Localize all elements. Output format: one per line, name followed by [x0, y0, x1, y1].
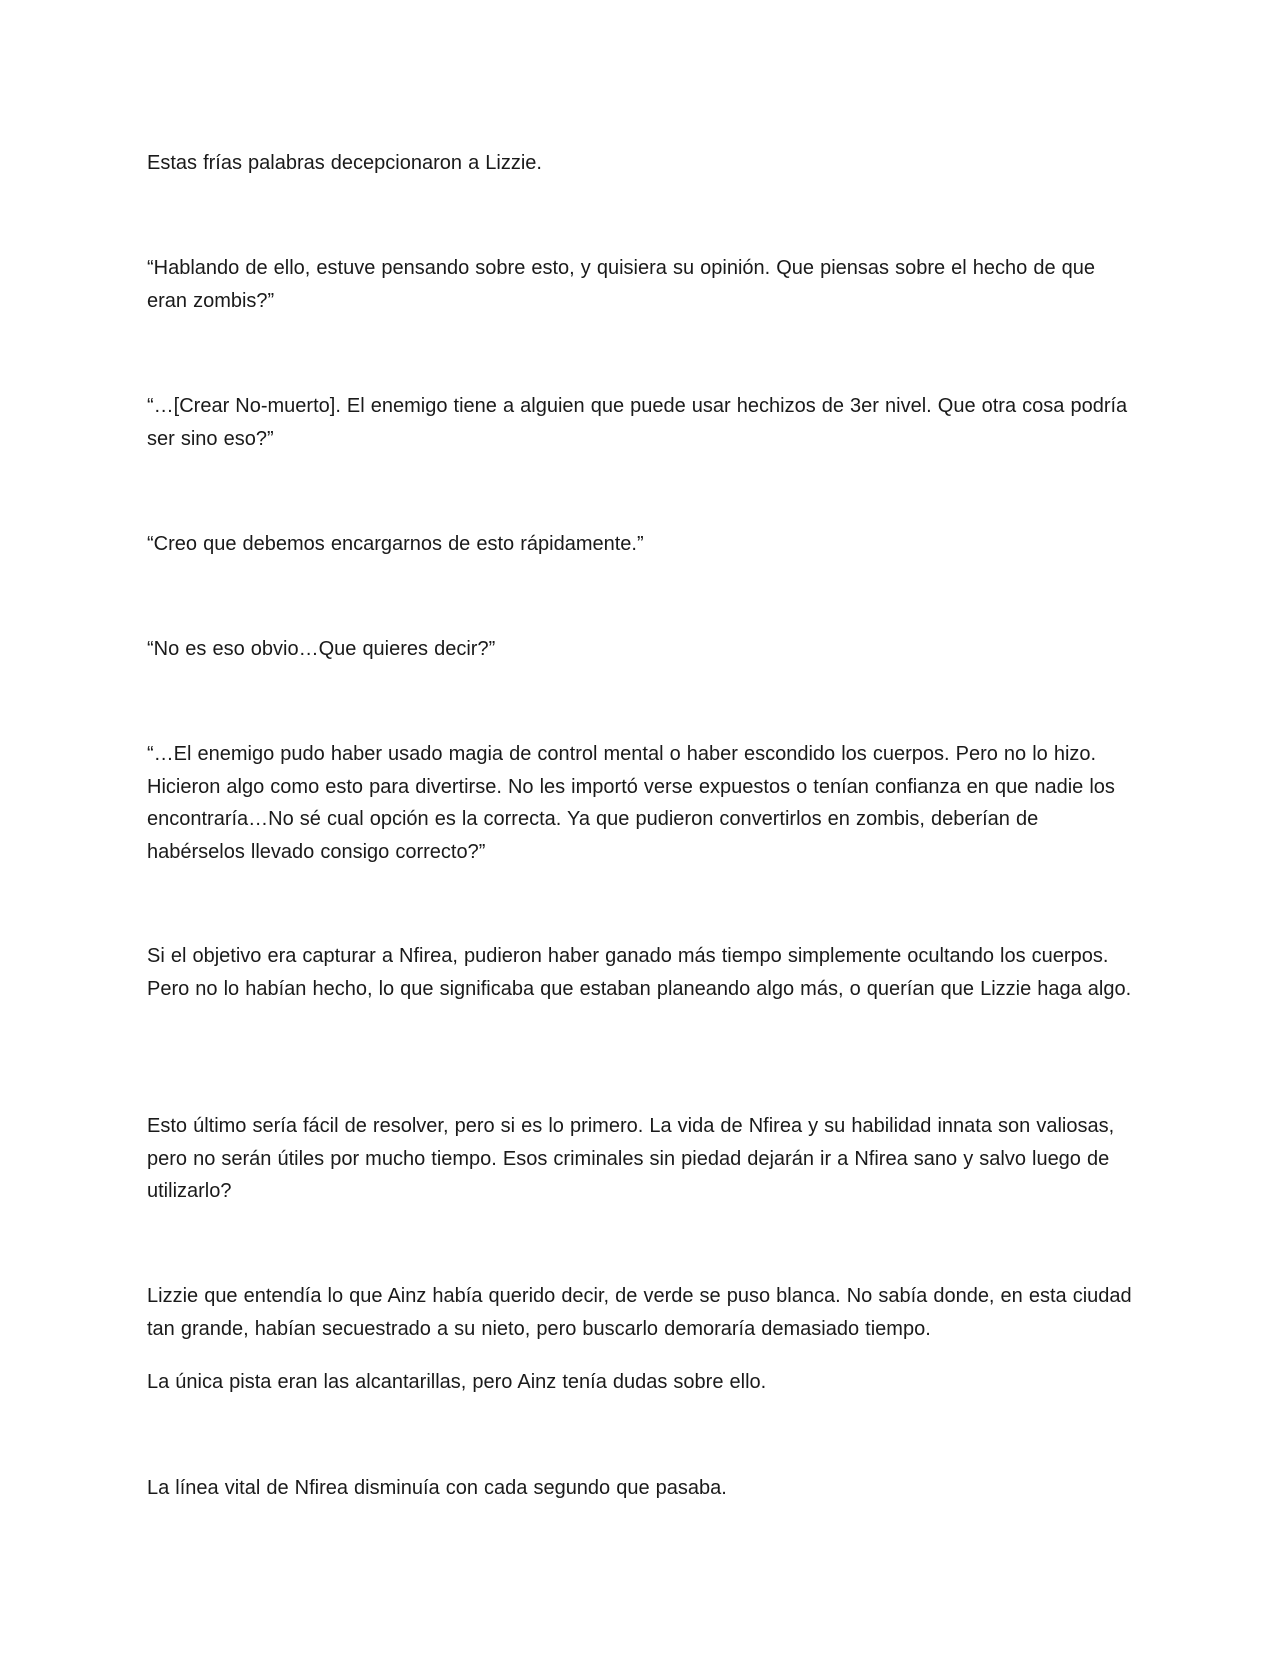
paragraph-4: “Creo que debemos encargarnos de esto rápidamente.”	[147, 533, 644, 555]
paragraph-11: La línea vital de Nfirea disminuía con cada segundo que pasaba.	[147, 1477, 727, 1499]
paragraph-10: La única pista eran las alcantarillas, pero Ainz tenía dudas sobre ello.	[147, 1371, 767, 1393]
paragraph-2: “Hablando de ello, estuve pensando sobre esto, y quisiera su opinión. Que piensas sobre el hecho de que eran zombis?”	[147, 257, 1096, 312]
paragraph-5: “No es eso obvio…Que quieres decir?”	[147, 638, 496, 660]
paragraph-9: Lizzie que entendía lo que Ainz había querido decir, de verde se puso blanca. No sabía donde, en esta ciudad tan grande, habían secuestrado a su nieto, pero buscarlo demoraría demasiado tiempo.	[147, 1285, 1132, 1340]
paragraph-3: “…[Crear No-muerto]. El enemigo tiene a alguien que puede usar hechizos de 3er nivel. Que otra cosa podría ser sino eso?”	[147, 395, 1128, 450]
paragraph-8: Esto último sería fácil de resolver, pero si es lo primero. La vida de Nfirea y su habilidad innata son valiosas, pero no serán útiles por mucho tiempo. Esos criminales sin piedad dejarán ir a Nfirea sano y salvo luego de utilizarlo?	[147, 1115, 1115, 1202]
paragraph-7: Si el objetivo era capturar a Nfirea, pudieron haber ganado más tiempo simplemente ocultando los cuerpos. Pero no lo habían hecho, lo que significaba que estaban planeando algo más, o querían que Lizzie haga algo.	[147, 945, 1132, 1000]
paragraph-1: Estas frías palabras decepcionaron a Lizzie.	[147, 152, 542, 174]
paragraph-6: “…El enemigo pudo haber usado magia de control mental o haber escondido los cuerpos. Pero no lo hizo. Hicieron algo como esto para divertirse. No les importó verse expuestos o tenían confianza en que nadie los encontraría…No sé cual opción es la correcta. Ya que pudieron convertirlos en zombis, deberían de habérselos llevado consigo correcto?”	[147, 743, 1115, 863]
